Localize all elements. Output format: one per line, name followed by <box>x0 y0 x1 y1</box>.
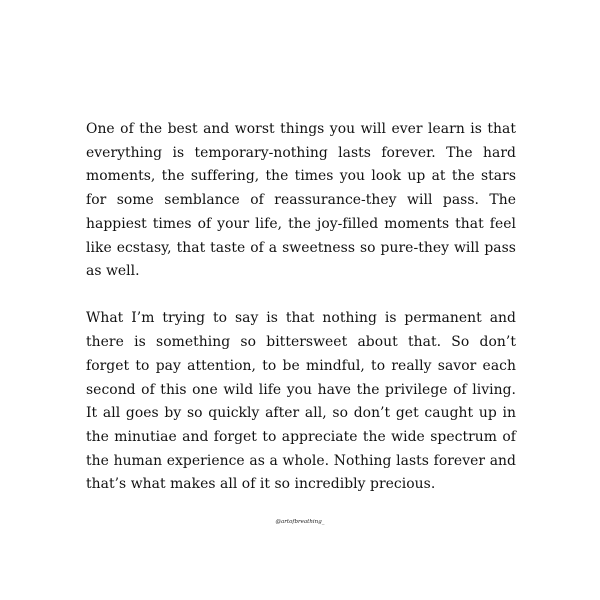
paragraph-1: One of the best and worst things you will ever learn is that everything is temporary-nothing lasts forever. The hard moments, the suffering, the times you look up at the stars for some semblance of reassurance-they will pass. The happiest times of your life, the joy-filled moments that feel like ecstasy, that taste of a sweetness so pure-they will pass as well. <box>86 121 516 280</box>
quote-text <box>86 118 516 497</box>
paragraph-2: What I’m trying to say is that nothing is permanent and there is something so bittersweet about that. So don’t forget to pay attention, to be mindful, to really savor each second of this one wild life you have the privilege of living. It all goes by so quickly after all, so don’t get caught up in the minutiae and forget to appreciate the wide spectrum of the human experience as a whole. Nothing lasts forever and that’s what makes all of it so incredibly precious. <box>86 310 516 493</box>
author-handle: @artofbreathing_ <box>275 519 325 525</box>
